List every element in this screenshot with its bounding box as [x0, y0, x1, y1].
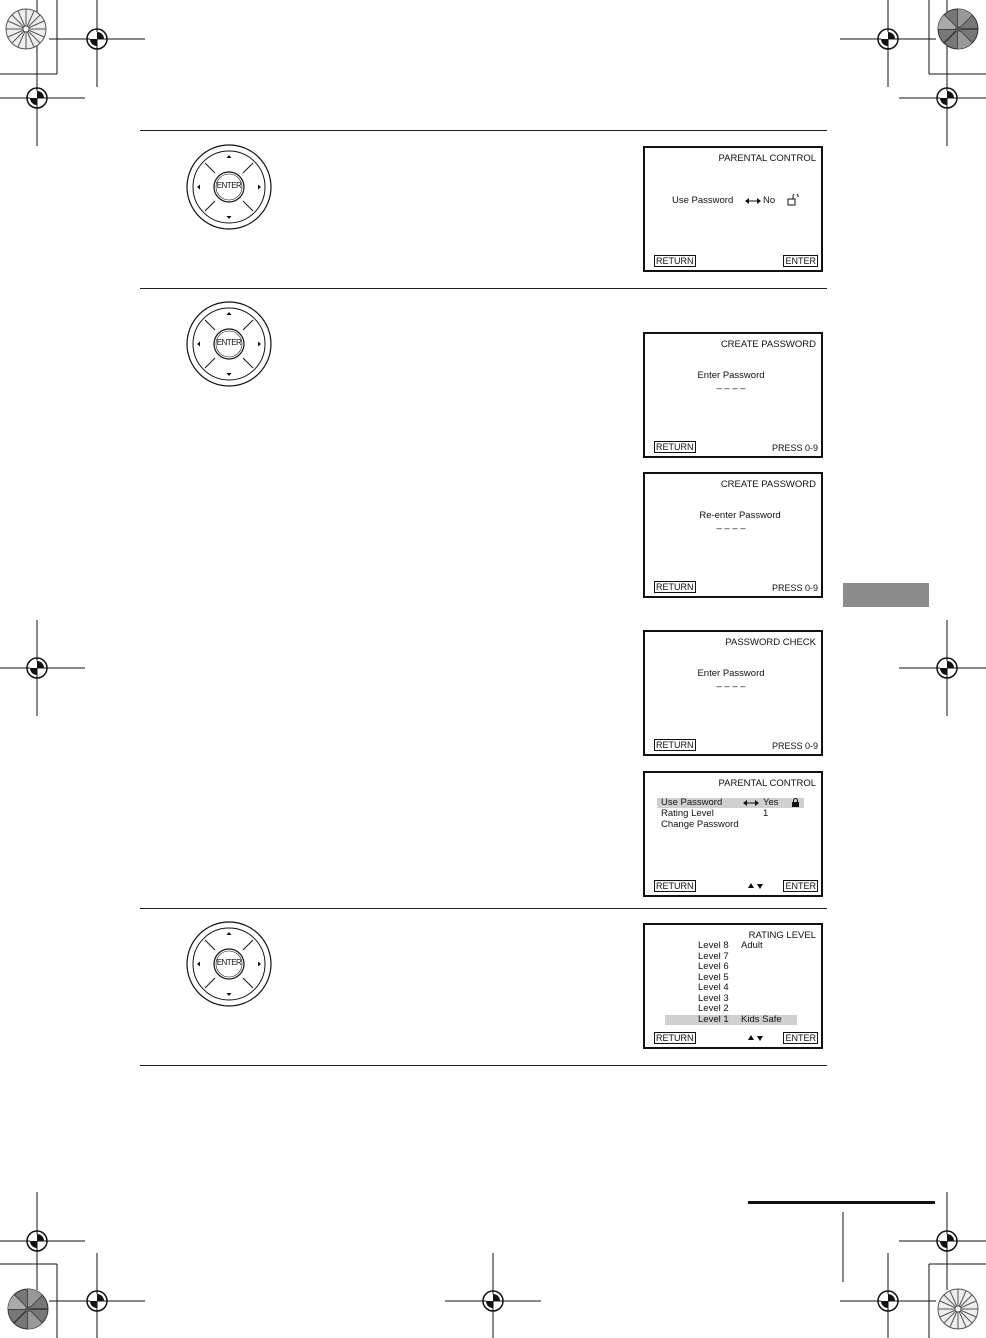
- password-check-screen: [643, 630, 823, 756]
- press-0-9-hint: PRESS 0-9: [771, 583, 818, 593]
- enter-button[interactable]: ENTER: [785, 1033, 816, 1043]
- use-password-label: Use Password: [672, 195, 734, 206]
- left-right-arrows-icon: [745, 197, 761, 205]
- return-button[interactable]: RETURN: [656, 442, 694, 452]
- screen-title: RATING LEVEL: [748, 930, 816, 941]
- rating-level-desc: Kids Safe: [741, 1014, 782, 1025]
- return-button[interactable]: RETURN: [656, 740, 694, 750]
- enter-button[interactable]: ENTER: [785, 881, 816, 891]
- left-right-arrows-icon: [743, 799, 759, 807]
- use-password-value: No: [763, 195, 776, 206]
- password-digits-field[interactable]: – – – –: [716, 383, 746, 394]
- return-button[interactable]: RETURN: [656, 256, 694, 266]
- press-0-9-hint: PRESS 0-9: [771, 443, 818, 453]
- screen-title: PARENTAL CONTROL: [718, 778, 816, 789]
- reenter-password-prompt: Re-enter Password: [699, 510, 781, 521]
- rating-level-item[interactable]: Level 4: [698, 982, 729, 993]
- parental-control-screen: [643, 146, 823, 272]
- screen-title: PARENTAL CONTROL: [718, 153, 816, 164]
- screen-title: CREATE PASSWORD: [720, 479, 816, 490]
- create-password-reenter-screen: [643, 472, 823, 598]
- rating-level-item[interactable]: Level 6: [698, 961, 729, 972]
- rating-level-item-selected[interactable]: Level 1: [698, 1014, 729, 1025]
- rating-level-value: 1: [763, 808, 769, 819]
- screen-title: CREATE PASSWORD: [720, 339, 816, 350]
- section-rule: [140, 1065, 827, 1066]
- return-button[interactable]: RETURN: [656, 1033, 694, 1043]
- enter-button-label: ENTER: [216, 181, 242, 190]
- parental-control-menu-screen: [643, 771, 823, 897]
- side-tab: [843, 583, 929, 607]
- section-rule: [140, 288, 827, 289]
- up-down-arrows-icon: [748, 1034, 764, 1042]
- create-password-screen: [643, 332, 823, 458]
- password-digits-field[interactable]: – – – –: [716, 681, 746, 692]
- enter-button-label: ENTER: [216, 338, 242, 347]
- section-rule: [140, 908, 827, 909]
- rating-level-item[interactable]: Level 7: [698, 950, 729, 962]
- enter-password-prompt: Enter Password: [697, 370, 765, 381]
- menu-item-use-password[interactable]: Use Password: [661, 797, 723, 808]
- rating-level-screen: [643, 923, 823, 1049]
- screen-title: PASSWORD CHECK: [725, 637, 816, 648]
- enter-button-label: ENTER: [216, 958, 242, 967]
- up-down-arrows-icon: [748, 882, 764, 890]
- rating-level-item[interactable]: Level 5: [698, 971, 729, 983]
- rating-level-item[interactable]: Level 3: [698, 992, 729, 1004]
- unlocked-padlock-icon: [787, 194, 801, 206]
- rating-level-desc: Adult: [741, 940, 763, 951]
- rating-level-item[interactable]: Level 2: [698, 1003, 729, 1014]
- return-button[interactable]: RETURN: [656, 582, 694, 592]
- use-password-value: Yes: [763, 797, 779, 808]
- enter-password-prompt: Enter Password: [697, 668, 765, 679]
- menu-item-change-password[interactable]: Change Password: [661, 819, 739, 830]
- locked-padlock-icon: [791, 798, 801, 808]
- menu-item-rating-level[interactable]: Rating Level: [661, 808, 714, 819]
- return-button[interactable]: RETURN: [656, 881, 694, 891]
- password-digits-field[interactable]: – – – –: [716, 523, 746, 534]
- section-rule: [140, 130, 827, 131]
- press-0-9-hint: PRESS 0-9: [771, 741, 818, 751]
- rating-level-item[interactable]: Level 8: [698, 940, 729, 951]
- enter-button[interactable]: ENTER: [785, 256, 816, 266]
